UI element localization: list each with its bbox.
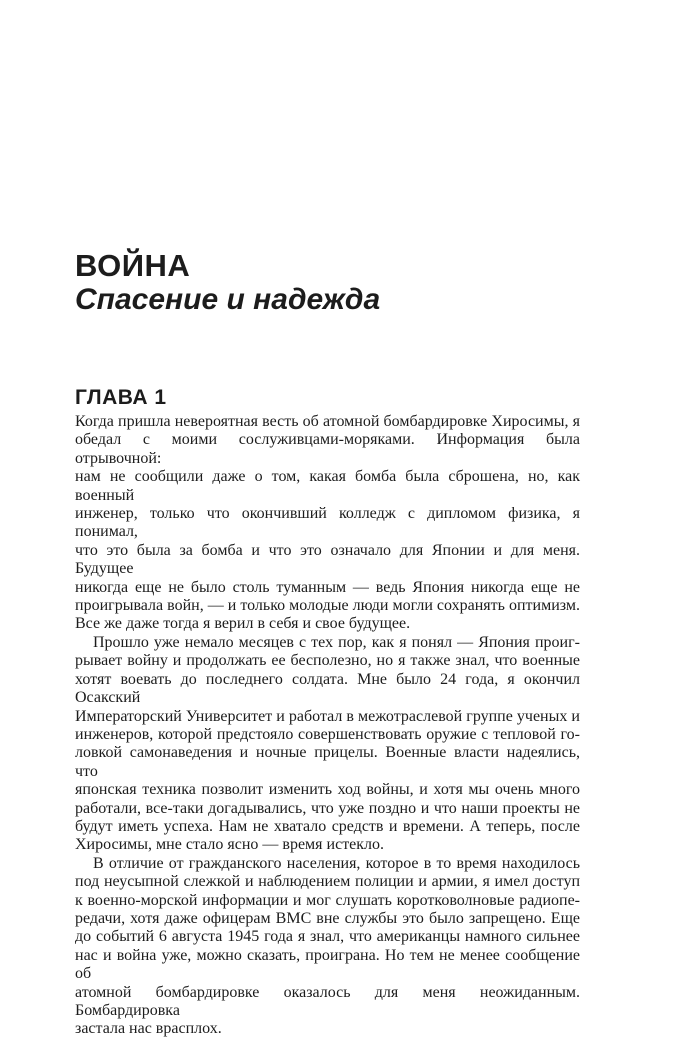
text-line: редачи, хотя даже офицерам ВМС вне службы это было запрещено. Еще — [75, 909, 580, 927]
paragraph — [75, 634, 580, 855]
chapter-body-text — [75, 413, 580, 1039]
text-line: проигрывала войн, — и только молодые люди могли сохранять оптимизм. — [75, 597, 580, 615]
chapter-heading: ГЛАВА 1 — [75, 386, 167, 409]
text-line: Когда пришла невероятная весть об атомной бомбардировке Хиросимы, я — [75, 413, 580, 430]
text-line: В отличие от гражданского населения, которое в то время находилось — [93, 854, 580, 872]
paragraph — [75, 855, 580, 1039]
text-line: ловкой самонаведения и ночные прицелы. Военные власти надеялись, что — [75, 744, 580, 780]
text-line: никогда еще не было столь туманным — ведь Япония никогда еще не — [75, 578, 580, 596]
text-line: японская техника позволит изменить ход войны, и хотя мы очень много — [75, 781, 580, 799]
text-line: рывает войну и продолжать ее бесполезно, но я также знал, что военные — [75, 652, 580, 670]
part-title: ВОЙНА — [75, 248, 191, 283]
text-line: будут иметь успеха. Нам не хватало средств и времени. А теперь, после — [75, 817, 580, 835]
text-line: инженеров, которой предстояло совершенствовать оружие с тепловой го- — [75, 725, 580, 743]
part-subtitle: Спасение и надежда — [75, 283, 381, 316]
text-line: под неусыпной слежкой и наблюдением полиции и армии, я имел доступ — [75, 873, 580, 891]
text-line: Прошло уже немало месяцев с тех пор, как я понял — Япония проиг- — [93, 633, 580, 651]
text-line: Хиросимы, мне стало ясно — время истекло. — [75, 836, 385, 854]
text-line: нам не сообщили даже о том, какая бомба была сброшена, но, как военный — [75, 468, 580, 504]
text-line: застала нас врасплох. — [75, 1020, 222, 1038]
text-line: к военно-морской информации и мог слушать коротковолновые радиопе- — [75, 891, 580, 909]
text-line: атомной бомбардировке оказалось для меня неожиданным. Бомбардировка — [75, 983, 580, 1019]
text-line: что это была за бомба и что это означало для Японии и для меня. Будущее — [75, 541, 580, 578]
text-line: Императорский Университет и работал в межотраслевой группе ученых и — [75, 707, 580, 725]
text-line: хотят воевать до последнего солдата. Мне было 24 года, я окончил Осакский — [75, 670, 580, 707]
part-header — [75, 249, 595, 317]
text-line: работали, все-таки догадывались, что уже поздно и что наши проекты не — [75, 799, 580, 817]
text-line: Все же даже тогда я верил в себя и свое будущее. — [75, 615, 411, 633]
paragraph — [75, 413, 580, 634]
text-line: до событий 6 августа 1945 года я знал, что американцы намного сильнее — [75, 928, 580, 946]
text-line: нас и война уже, можно сказать, проиграна. Но тем не менее сообщение об — [75, 946, 580, 983]
text-line: инженер, только что окончивший колледж с дипломом физика, я понимал, — [75, 505, 580, 541]
text-line: обедал с моими сослуживцами-моряками. Информация была отрывочной: — [75, 431, 580, 467]
